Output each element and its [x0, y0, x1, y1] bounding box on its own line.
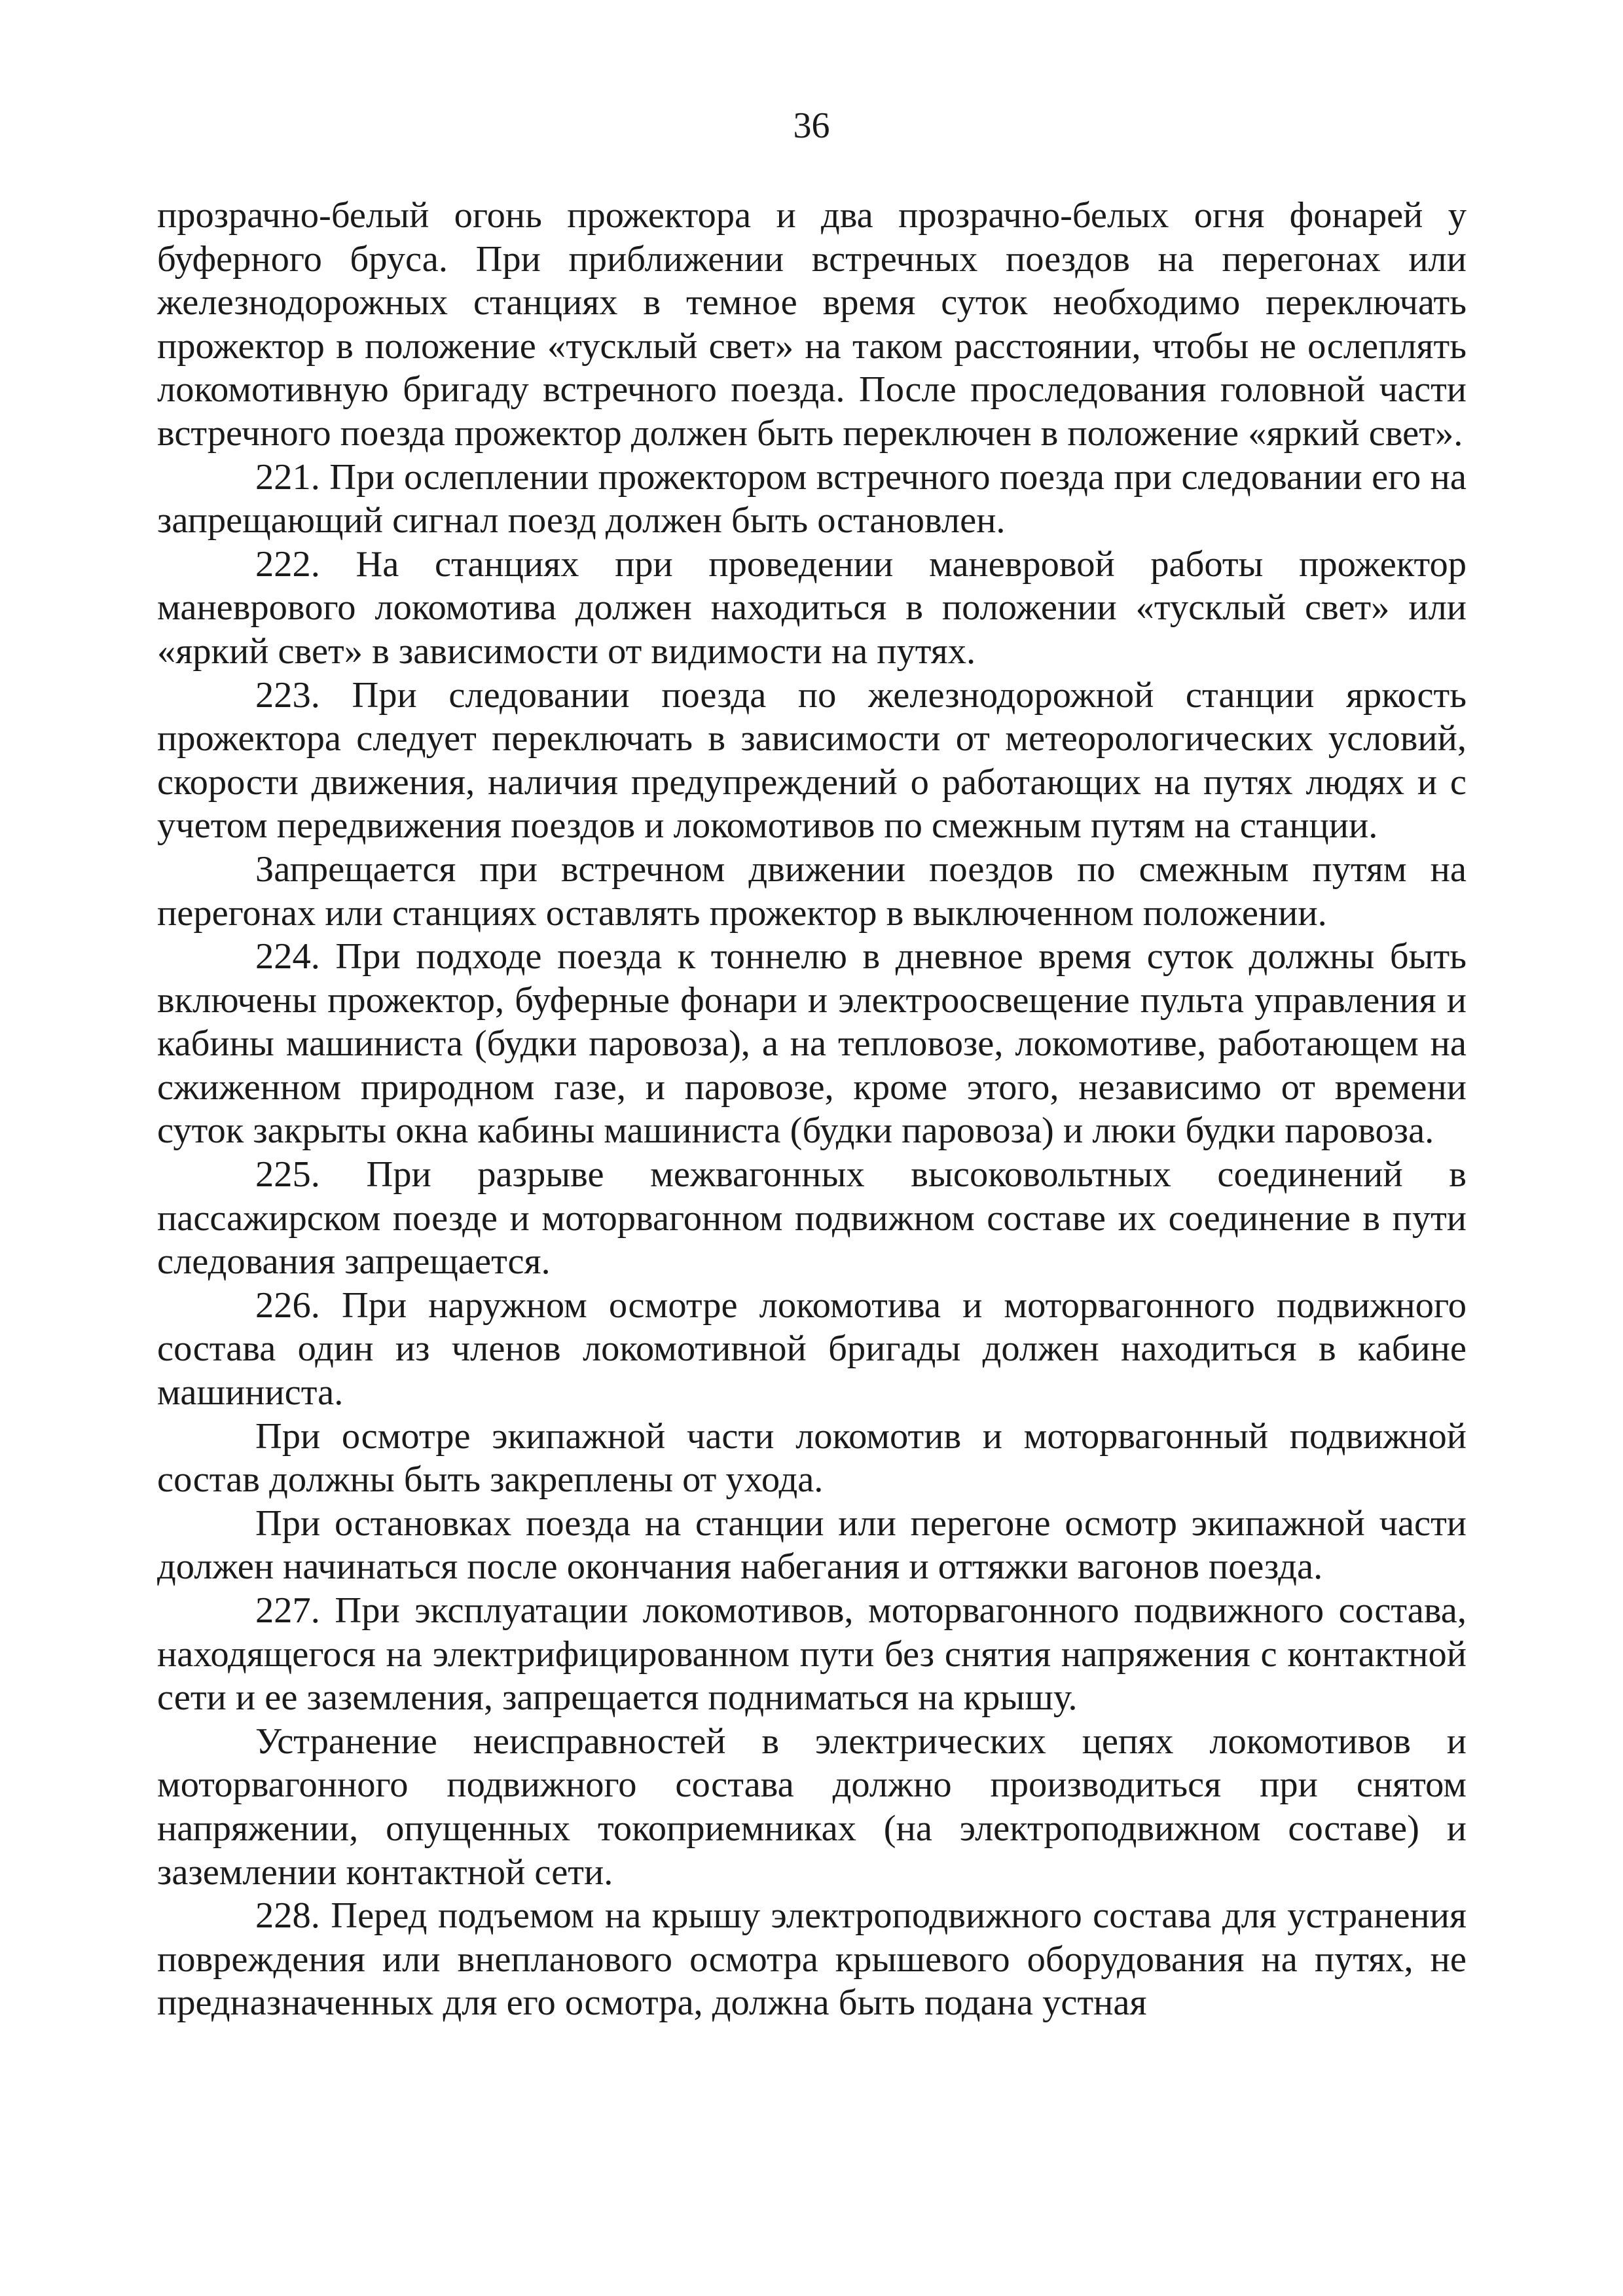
- paragraph-226: 226. При наружном осмотре локомотива и моторвагонного подвижного состава один из членов локомотивной бригады должен находиться в кабине машиниста.: [157, 1285, 1467, 1413]
- paragraph-223-prohibition: Запрещается при встречном движении поездов по смежным путям на перегонах или станциях оставлять прожектор в выключенном положении.: [157, 848, 1467, 934]
- paragraph-continuation: прозрачно-белый огонь прожектора и два прозрачно-белых огня фонарей у буферного бруса. При приближении встречных поездов на перегонах или железнодорожных станциях в темное время суток необходимо переключать прожектор в положение «тусклый свет» на таком расстоянии, чтобы не ослеплять локомотивную бригаду встречного поезда. После проследования головной части встречного поезда прожектор должен быть переключен в положение «яркий свет».: [157, 195, 1467, 454]
- paragraph-226-stops: При остановках поезда на станции или перегоне осмотр экипажной части должен начинаться после окончания набегания и оттяжки вагонов поезда.: [157, 1503, 1467, 1588]
- paragraph-227: 227. При эксплуатации локомотивов, моторвагонного подвижного состава, находящегося на электрифицированном пути без снятия напряжения с контактной сети и ее заземления, запрещается подниматься на крышу.: [157, 1590, 1467, 1719]
- paragraph-224: 224. При подходе поезда к тоннелю в дневное время суток должны быть включены прожектор, буферные фонари и электроосвещение пульта управления и кабины машиниста (будки паровоза), а на тепловозе, локомотиве, работающем на сжиженном природном газе, и паровозе, кроме этого, независимо от времени суток закрыты окна кабины машиниста (будки паровоза) и люки будки паровоза.: [157, 936, 1467, 1152]
- document-body: [157, 194, 1467, 2025]
- paragraph-221: 221. При ослеплении прожектором встречного поезда при следовании его на запрещающий сигнал поезд должен быть остановлен.: [157, 456, 1467, 541]
- paragraph-222: 222. На станциях при проведении маневровой работы прожектор маневрового локомотива должен находиться в положении «тусклый свет» или «яркий свет» в зависимости от видимости на путях.: [157, 543, 1467, 672]
- paragraph-228: 228. Перед подъемом на крышу электроподвижного состава для устранения повреждения или внепланового осмотра крышевого оборудования на путях, не предназначенных для его осмотра, должна быть подана устная: [157, 1895, 1467, 2024]
- paragraph-227-repairs: Устранение неисправностей в электрических цепях локомотивов и моторвагонного подвижного состава должно производиться при снятом напряжении, опущенных токоприемниках (на электроподвижном составе) и заземлении контактной сети.: [157, 1721, 1467, 1893]
- paragraph-225: 225. При разрыве межвагонных высоковольтных соединений в пассажирском поезде и моторвагонном подвижном составе их соединение в пути следования запрещается.: [157, 1154, 1467, 1283]
- page-number: 36: [793, 105, 830, 146]
- paragraph-226-undercarriage: При осмотре экипажной части локомотив и моторвагонный подвижной состав должны быть закреплены от ухода.: [157, 1415, 1467, 1501]
- paragraph-223: 223. При следовании поезда по железнодорожной станции яркость прожектора следует переключать в зависимости от метеорологических условий, скорости движения, наличия предупреждений о работающих на путях людях и с учетом передвижения поездов и локомотивов по смежным путям на станции.: [157, 674, 1467, 847]
